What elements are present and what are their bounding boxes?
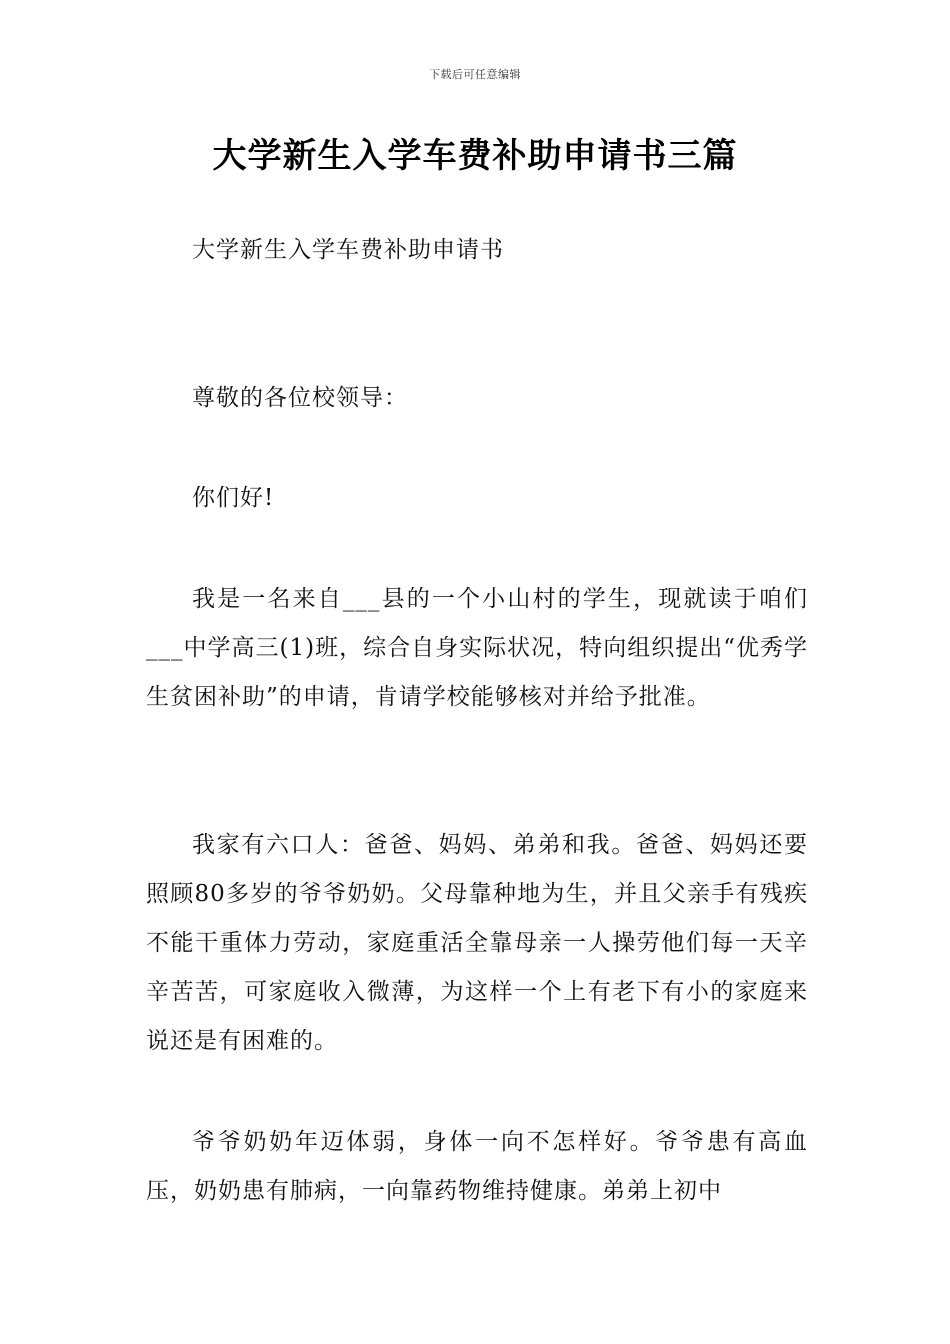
greeting [146, 474, 808, 523]
paragraph-2 [146, 821, 808, 1066]
salutation-text: 尊敬的各位校领导： [192, 385, 408, 411]
salutation [146, 374, 808, 423]
paragraph-3 [146, 1118, 808, 1216]
paragraph-text: 我家有六口人：爸爸、妈妈、弟弟和我。爸爸、妈妈还要照顾80多岁的爷爷奶奶。父母靠种地为生，并且父亲手有残疾不能干重体力劳动，家庭重活全靠母亲一人操劳他们每一天辛辛苦苦，可家庭收入微薄，为这样一个上有老下有小的家庭来说还是有困难的。 [146, 832, 808, 1054]
paragraph-text: 爷爷奶奶年迈体弱，身体一向不怎样好。爷爷患有高血压，奶奶患有肺病，一向靠药物维持健康。弟弟上初中 [146, 1129, 808, 1204]
paragraph-1 [146, 575, 808, 722]
subtitle-text: 大学新生入学车费补助申请书 [192, 237, 504, 263]
greeting-text: 你们好! [192, 485, 275, 511]
subtitle [146, 226, 808, 275]
paragraph-text: 我是一名来自___县的一个小山村的学生，现就读于咱们___中学高三(1)班，综合自身实际状况，特向组织提出“优秀学生贫困补助”的申请，肯请学校能够核对并给予批准。 [146, 586, 808, 710]
header-note: 下载后可任意编辑 [429, 68, 521, 81]
page-title: 大学新生入学车费补助申请书三篇 [212, 136, 738, 176]
